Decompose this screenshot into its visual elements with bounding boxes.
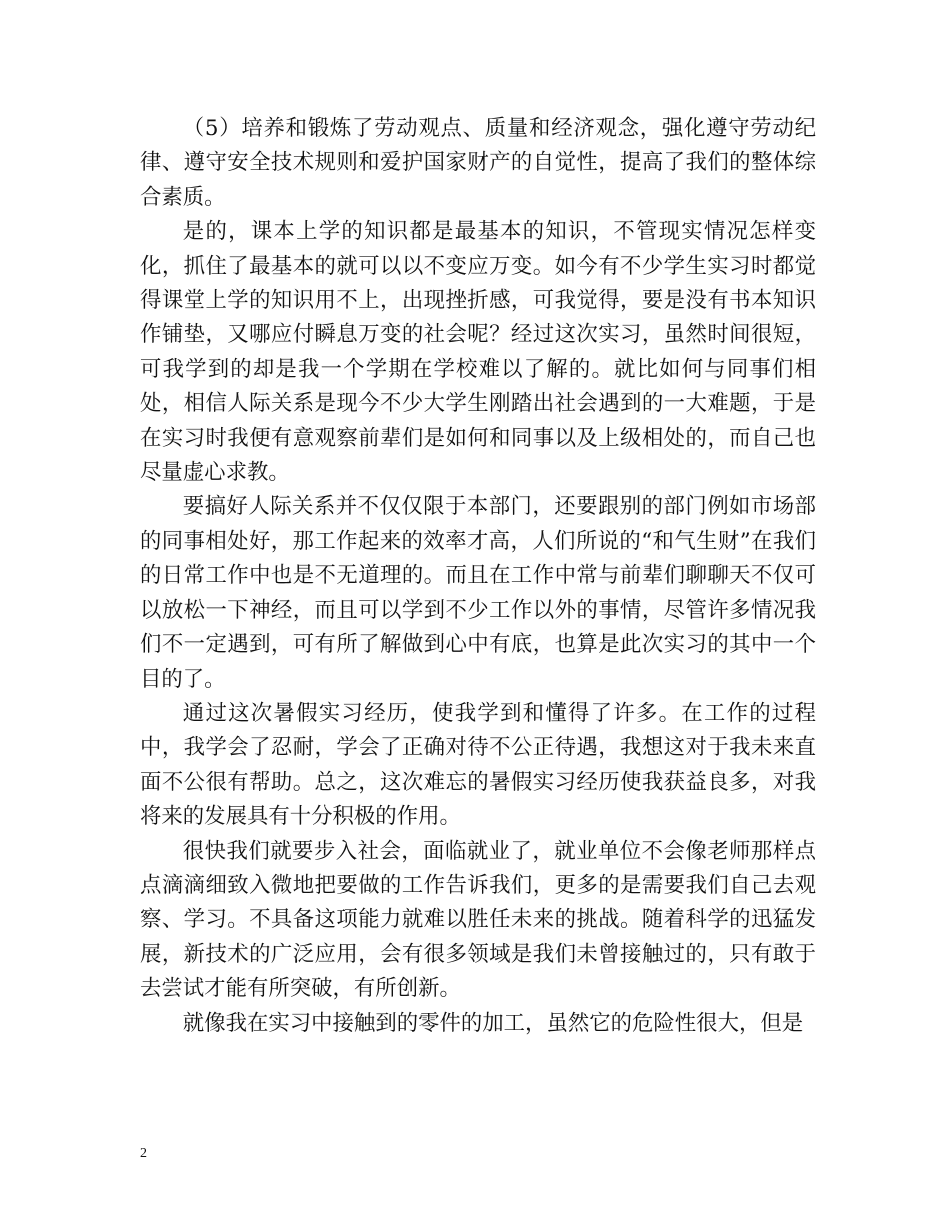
document-body: [140, 112, 816, 1041]
paragraph-1: （5）培养和锻炼了劳动观点、质量和经济观念，强化遵守劳动纪律、遵守安全技术规则和爱护国家财产的自觉性，提高了我们的整体综合素质。: [140, 116, 816, 210]
paragraph-4: 通过这次暑假实习经历，使我学到和懂得了许多。在工作的过程中，我学会了忍耐，学会了正确对待不公正待遇，我想这对于我未来直面不公很有帮助。总之，这次难忘的暑假实习经历使我获益良多，对我将来的发展具有十分积极的作用。: [140, 700, 816, 830]
paragraph-6: 就像我在实习中接触到的零件的加工，虽然它的危险性很大，但是: [182, 1010, 804, 1036]
paragraph-2: 是的，课本上学的知识都是最基本的知识，不管现实情况怎样变化，抓住了最基本的就可以以不变应万变。如今有不少学生实习时都觉得课堂上学的知识用不上，出现挫折感，可我觉得，要是没有书本知识作铺垫，又哪应付瞬息万变的社会呢？经过这次实习，虽然时间很短，可我学到的却是我一个学期在学校难以了解的。就比如何与同事们相处，相信人际关系是现今不少大学生刚踏出社会遇到的一大难题，于是在实习时我便有意观察前辈们是如何和同事以及上级相处的，而自己也尽量虚心求教。: [140, 219, 816, 486]
page-number: 2: [140, 1146, 147, 1161]
paragraph-5: 很快我们就要步入社会，面临就业了，就业单位不会像老师那样点点滴滴细致入微地把要做的工作告诉我们，更多的是需要我们自己去观察、学习。不具备这项能力就难以胜任未来的挑战。随着科学的迅猛发展，新技术的广泛应用，会有很多领域是我们未曾接触过的，只有敢于去尝试才能有所突破，有所创新。: [140, 838, 816, 1002]
paragraph-3: 要搞好人际关系并不仅仅限于本部门，还要跟别的部门例如市场部的同事相处好，那工作起来的效率才高，人们所说的“和气生财”在我们的日常工作中也是不无道理的。而且在工作中常与前辈们聊聊天不仅可以放松一下神经，而且可以学到不少工作以外的事情，尽管许多情况我们不一定遇到，可有所了解做到心中有底，也算是此次实习的其中一个目的了。: [140, 494, 816, 692]
